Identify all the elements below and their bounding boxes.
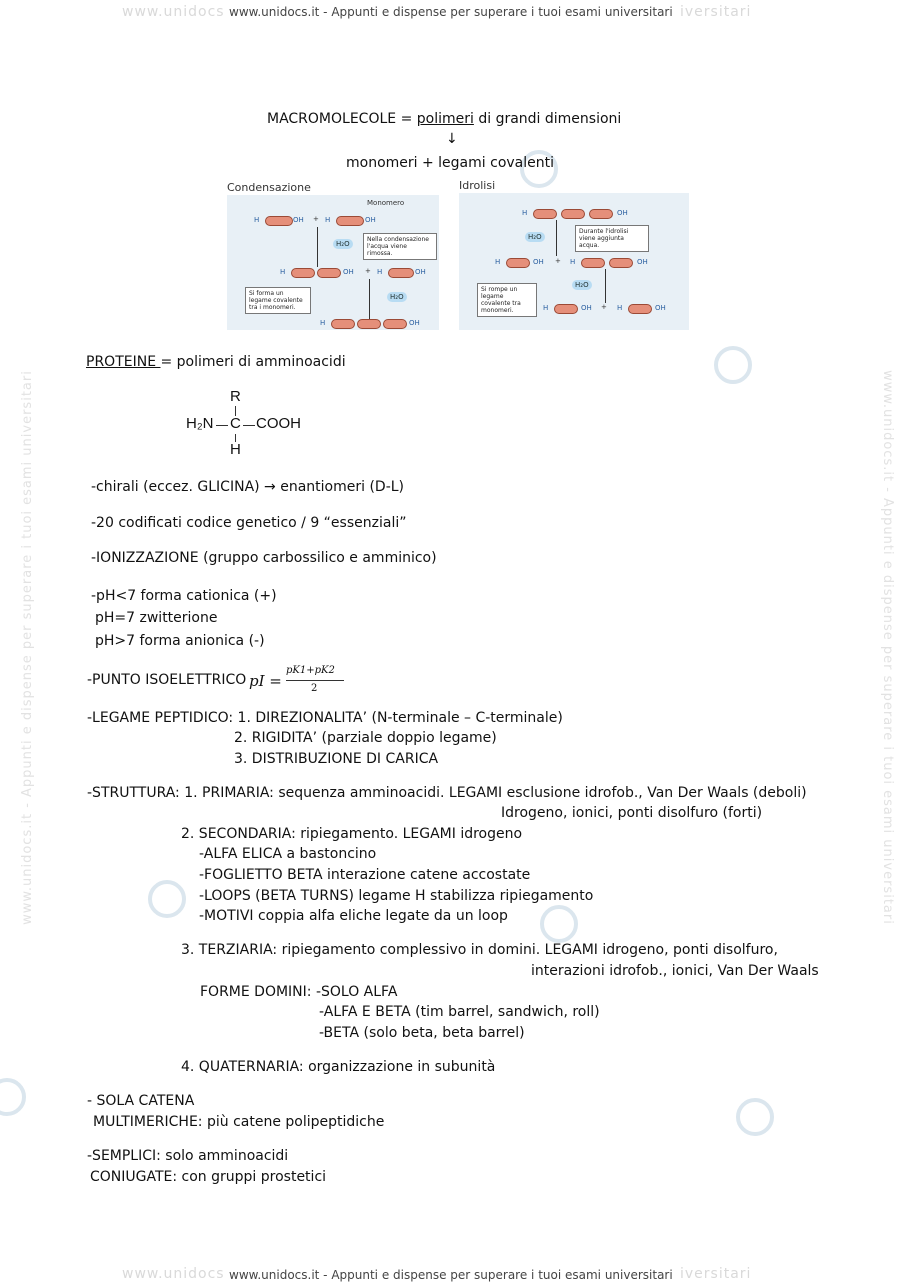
- punto-isoelettrico-label: -PUNTO ISOELETTRICO: [87, 672, 247, 688]
- h-label: H: [617, 304, 623, 312]
- fraction-bar: [286, 680, 344, 681]
- h2o-badge: H₂O: [572, 280, 592, 290]
- monomer-shape: [581, 258, 605, 268]
- watermark-logo-icon: [714, 346, 752, 384]
- condensazione-title: Condensazione: [227, 181, 311, 194]
- proteine-heading: [86, 354, 346, 370]
- arrow-line: [369, 279, 370, 321]
- r-group-label: R: [230, 388, 241, 405]
- h2o-badge: H₂O: [525, 232, 545, 242]
- side-watermark-left: www.unidocs.it - Appunti e dispense per superare i tuoi esami universitari: [19, 370, 35, 925]
- monomer-shape: [609, 258, 633, 268]
- oh-label: OH: [293, 216, 304, 224]
- oh-label: OH: [533, 258, 544, 266]
- arrow-line: [605, 269, 606, 303]
- terziaria-legami: interazioni idrofob., ionici, Van Der Waals: [531, 963, 819, 979]
- header-site-text[interactable]: www.unidocs.it - Appunti e dispense per superare i tuoi esami universitari: [229, 5, 673, 19]
- monomer-shape: [554, 304, 578, 314]
- forme-domini-line: FORME DOMINI: -SOLO ALFA: [200, 984, 398, 1000]
- monomer-shape: [265, 216, 293, 226]
- h-label: H: [280, 268, 286, 276]
- pi-lhs: pI =: [249, 672, 282, 690]
- oh-label: OH: [581, 304, 592, 312]
- h2o-badge: H₂O: [387, 292, 407, 302]
- semplici-line: -SEMPLICI: solo amminoacidi: [87, 1148, 289, 1164]
- multimeriche-line: MULTIMERICHE: più catene polipeptidiche: [93, 1114, 385, 1130]
- monomer-shape: [628, 304, 652, 314]
- monomer-shape: [291, 268, 315, 278]
- monomer-shape: [383, 319, 407, 329]
- plus-label: +: [555, 257, 561, 265]
- note-box: Si rompe un legame covalente tra monomeri.: [477, 283, 537, 317]
- watermark-logo-icon: [148, 880, 186, 918]
- condensazione-figure: [227, 195, 439, 330]
- foglietto-beta-line: -FOGLIETTO BETA interazione catene accostate: [199, 867, 531, 883]
- ionizzazione-line: -IONIZZAZIONE (gruppo carbossilico e amminico): [91, 550, 437, 566]
- h-label: H: [495, 258, 501, 266]
- quaternaria-line: 4. QUATERNARIA: organizzazione in subunità: [181, 1059, 496, 1075]
- side-watermark-right: www.unidocs.it - Appunti e dispense per superare i tuoi esami universitari: [879, 370, 895, 925]
- peptidico-line-1: -LEGAME PEPTIDICO: 1. DIREZIONALITA’ (N-terminale – C-terminale): [87, 710, 563, 726]
- watermark-logo-icon: [540, 905, 578, 943]
- note-box: Durante l'idrolisi viene aggiunta acqua.: [575, 225, 649, 252]
- intro-line-2: monomeri + legami covalenti: [346, 155, 554, 171]
- sola-catena-line: - SOLA CATENA: [87, 1093, 195, 1109]
- h-label: H: [254, 216, 260, 224]
- oh-label: OH: [637, 258, 648, 266]
- footer-ghost-right: iversitari: [680, 1266, 752, 1282]
- monomer-shape: [317, 268, 341, 278]
- peptidico-line-3: 3. DISTRIBUZIONE DI CARICA: [234, 751, 439, 767]
- arrow-line: [556, 220, 557, 256]
- alpha-carbon-label: C: [230, 415, 241, 432]
- monomer-shape: [589, 209, 613, 219]
- h-label: H: [377, 268, 383, 276]
- footer-ghost-left: www.unidocs: [122, 1266, 225, 1282]
- note-box: Nella condensazione l'acqua viene rimossa.: [363, 233, 437, 260]
- h-label: H: [325, 216, 331, 224]
- carboxyl-group-label: COOH: [256, 415, 301, 432]
- plus-label: +: [313, 215, 319, 223]
- pi-numerator: pK1+pK2: [286, 665, 335, 676]
- codificati-line: -20 codificati codice genetico / 9 “essenziali”: [91, 515, 407, 531]
- h-label: H: [570, 258, 576, 266]
- header-ghost-left: www.unidocs: [122, 4, 225, 20]
- plus-label: +: [601, 303, 607, 311]
- oh-label: OH: [617, 209, 628, 217]
- monomer-shape: [357, 319, 381, 329]
- coniugate-line: CONIUGATE: con gruppi prostetici: [90, 1169, 327, 1185]
- ph-cationic-line: -pH<7 forma cationica (+): [91, 588, 277, 604]
- loops-line: -LOOPS (BETA TURNS) legame H stabilizza ripiegamento: [199, 888, 594, 904]
- oh-label: OH: [365, 216, 376, 224]
- monomer-shape: [388, 268, 414, 278]
- header-ghost-right: iversitari: [680, 4, 752, 20]
- proteine-def: = polimeri di amminoacidi: [160, 354, 346, 370]
- beta-line: -BETA (solo beta, beta barrel): [319, 1025, 525, 1041]
- h-label: H: [320, 319, 326, 327]
- struttura-primaria-line: -STRUTTURA: 1. PRIMARIA: sequenza amminoacidi. LEGAMI esclusione idrofob., Van Der Waals (deboli): [87, 785, 807, 801]
- peptidico-line-2: 2. RIGIDITA’ (parziale doppio legame): [234, 730, 497, 746]
- chirali-line: -chirali (eccez. GLICINA) → enantiomeri (D-L): [91, 479, 405, 495]
- ph-zwitterion-line: pH=7 zwitterione: [95, 610, 218, 626]
- ph-anionic-line: pH>7 forma anionica (-): [95, 633, 265, 649]
- terziaria-line: 3. TERZIARIA: ripiegamento complessivo in domini. LEGAMI idrogeno, ponti disolfuro,: [181, 942, 778, 958]
- amino-group-label: H₂N: [186, 415, 214, 432]
- watermark-logo-icon: [0, 1078, 26, 1116]
- alfa-elica-line: -ALFA ELICA a bastoncino: [199, 846, 377, 862]
- oh-label: OH: [343, 268, 354, 276]
- hydrogen-label: H: [230, 441, 241, 458]
- intro-text: di grandi dimensioni: [473, 111, 622, 127]
- arrow-line: [317, 227, 318, 267]
- h-label: H: [543, 304, 549, 312]
- idrolisi-figure: [459, 193, 689, 330]
- plus-label: +: [365, 267, 371, 275]
- watermark-logo-icon: [736, 1098, 774, 1136]
- idrolisi-title: Idrolisi: [459, 179, 496, 192]
- alfa-beta-line: -ALFA E BETA (tim barrel, sandwich, roll): [319, 1004, 600, 1020]
- struttura-primaria-legami: Idrogeno, ionici, ponti disolfuro (forti): [501, 805, 763, 821]
- oh-label: OH: [415, 268, 426, 276]
- intro-text: MACROMOLECOLE =: [267, 111, 417, 127]
- monomer-shape: [336, 216, 364, 226]
- secondaria-line: 2. SECONDARIA: ripiegamento. LEGAMI idrogeno: [181, 826, 523, 842]
- monomero-label: Monomero: [367, 199, 405, 207]
- intro-line-1: [267, 111, 621, 127]
- monomer-shape: [331, 319, 355, 329]
- monomer-shape: [561, 209, 585, 219]
- h-label: H: [522, 209, 528, 217]
- aminoacid-structure: [186, 388, 316, 458]
- oh-label: OH: [655, 304, 666, 312]
- h2o-badge: H₂O: [333, 239, 353, 249]
- down-arrow-icon: ↓: [446, 131, 458, 147]
- proteine-title: PROTEINE: [86, 354, 161, 370]
- motivi-line: -MOTIVI coppia alfa eliche legate da un loop: [199, 908, 508, 924]
- bond-line: [243, 425, 255, 426]
- note-box: Si forma un legame covalente tra i monomeri.: [245, 287, 311, 314]
- oh-label: OH: [409, 319, 420, 327]
- monomer-shape: [506, 258, 530, 268]
- monomer-shape: [533, 209, 557, 219]
- footer-site-text[interactable]: www.unidocs.it - Appunti e dispense per superare i tuoi esami universitari: [229, 1268, 673, 1282]
- pi-denominator: 2: [311, 683, 318, 694]
- bond-line: [216, 425, 228, 426]
- polimeri-link: polimeri: [416, 111, 474, 127]
